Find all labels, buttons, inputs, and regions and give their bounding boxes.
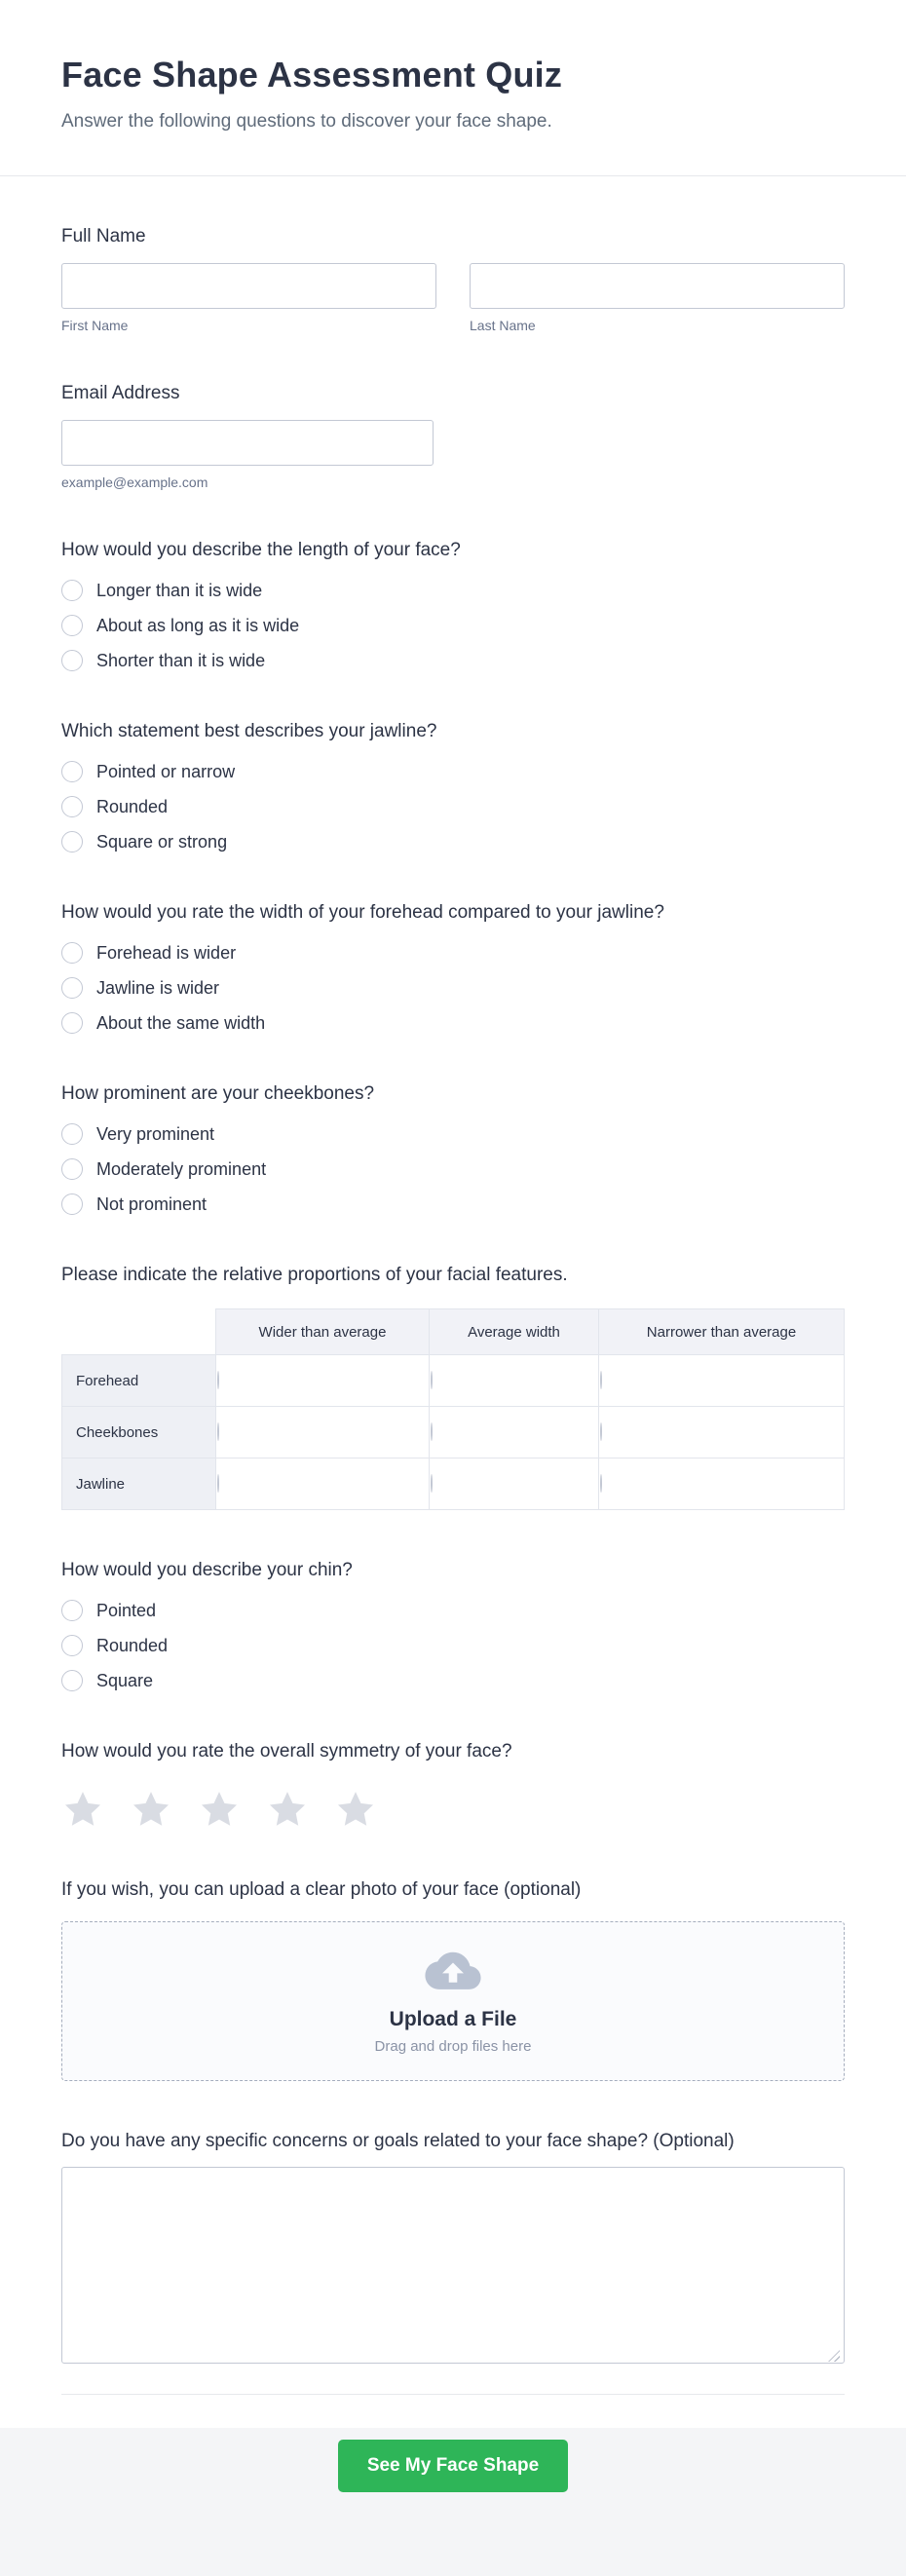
footer-band [0,2428,906,2576]
radio-button[interactable] [61,1670,83,1691]
radio-option[interactable] [61,1193,845,1215]
upload-hint: Drag and drop files here [374,2038,532,2055]
matrix-column-header: Wider than average [216,1309,430,1355]
matrix-radio[interactable] [600,1474,602,1493]
radio-option-label: Not prominent [96,1193,208,1214]
last-name-input[interactable] [470,263,845,309]
radio-option-label: Jawline is wider [96,977,220,998]
matrix-cell[interactable] [430,1458,599,1510]
radio-option[interactable] [61,942,845,964]
email-label: Email Address [61,383,180,403]
radio-button[interactable] [61,615,83,636]
star-icon[interactable] [130,1789,172,1830]
star-icon[interactable] [198,1789,241,1830]
matrix-cell[interactable] [216,1355,430,1407]
radio-option[interactable] [61,1158,845,1180]
matrix-table [61,1308,845,1510]
radio-button[interactable] [61,1193,83,1215]
radio-button[interactable] [61,1012,83,1034]
matrix-column-header: Narrower than average [599,1309,845,1355]
star-icon[interactable] [266,1789,309,1830]
matrix-row [62,1407,845,1458]
radio-button[interactable] [61,1635,83,1656]
question-face-length [61,539,845,671]
matrix-cell[interactable] [430,1407,599,1458]
radio-option-label: About as long as it is wide [96,615,300,635]
upload-field [61,1878,845,2081]
radio-option-label: Pointed [96,1600,157,1620]
radio-button[interactable] [61,1600,83,1621]
matrix-cell[interactable] [599,1355,845,1407]
question-forehead-width [61,901,845,1034]
star-icon[interactable] [334,1789,377,1830]
radio-button[interactable] [61,761,83,782]
matrix-radio[interactable] [600,1422,602,1441]
star-rating [61,1789,845,1830]
radio-option-label: Forehead is wider [96,942,237,963]
radio-option[interactable] [61,831,845,852]
star-icon[interactable] [61,1789,104,1830]
radio-button[interactable] [61,942,83,964]
radio-option[interactable] [61,650,845,671]
radio-button[interactable] [61,796,83,817]
radio-button[interactable] [61,1158,83,1180]
radio-button[interactable] [61,831,83,852]
upload-title: Upload a File [389,2008,517,2030]
matrix-radio[interactable] [431,1422,433,1441]
radio-option-label: Rounded [96,1635,169,1655]
radio-option[interactable] [61,761,845,782]
submit-button[interactable]: See My Face Shape [338,2440,568,2492]
full-name-field [61,225,845,333]
form-header [0,0,906,176]
matrix-cell[interactable] [216,1458,430,1510]
cloud-upload-icon [425,1948,481,2001]
matrix-radio[interactable] [431,1474,433,1493]
page-title: Face Shape Assessment Quiz [61,55,563,95]
matrix-corner-cell [62,1309,216,1355]
first-name-sublabel: First Name [61,318,129,333]
radio-option[interactable] [61,1012,845,1034]
radio-option-label: Longer than it is wide [96,580,263,600]
radio-option-label: About the same width [96,1012,266,1033]
radio-option[interactable] [61,1670,845,1691]
question-label: How would you describe the length of your face? [61,540,461,560]
matrix-row [62,1355,845,1407]
matrix-label: Please indicate the relative proportions of your facial features. [61,1265,568,1285]
radio-option[interactable] [61,580,845,601]
full-name-label: Full Name [61,226,146,246]
radio-button[interactable] [61,1123,83,1145]
question-label: How would you rate the width of your forehead compared to your jawline? [61,902,664,923]
radio-option-label: Square or strong [96,831,228,852]
radio-option[interactable] [61,977,845,999]
email-field [61,382,845,490]
matrix-cell[interactable] [599,1407,845,1458]
matrix-row-header: Jawline [62,1458,216,1510]
radio-option-label: Shorter than it is wide [96,650,266,670]
first-name-input[interactable] [61,263,436,309]
radio-option[interactable] [61,615,845,636]
upload-label: If you wish, you can upload a clear photo of your face (optional) [61,1879,582,1900]
matrix-row [62,1458,845,1510]
radio-option[interactable] [61,1123,845,1145]
radio-option-label: Pointed or narrow [96,761,236,781]
matrix-field [61,1264,845,1510]
matrix-row-header: Forehead [62,1355,216,1407]
radio-button[interactable] [61,977,83,999]
comments-textarea[interactable] [61,2167,845,2364]
question-label: How would you describe your chin? [61,1560,353,1580]
radio-option-label: Square [96,1670,154,1690]
last-name-sublabel: Last Name [470,318,536,333]
radio-option-label: Rounded [96,796,169,816]
rating-label: How would you rate the overall symmetry of your face? [61,1741,512,1762]
question-jawline [61,720,845,852]
question-label: How prominent are your cheekbones? [61,1083,375,1104]
matrix-radio[interactable] [217,1474,219,1493]
matrix-cell[interactable] [430,1355,599,1407]
rating-field [61,1740,845,1830]
comments-label: Do you have any specific concerns or goals related to your face shape? (Optional) [61,2131,735,2151]
radio-button[interactable] [61,580,83,601]
comments-field [61,2130,845,2368]
question-chin [61,1559,845,1691]
radio-option[interactable] [61,796,845,817]
matrix-cell[interactable] [216,1407,430,1458]
matrix-column-header: Average width [430,1309,599,1355]
radio-button[interactable] [61,650,83,671]
file-upload-area[interactable] [61,1921,845,2081]
radio-option[interactable] [61,1600,845,1621]
email-input[interactable] [61,420,434,466]
matrix-cell[interactable] [599,1458,845,1510]
page-subtitle: Answer the following questions to discover your face shape. [61,111,552,132]
email-sublabel: example@example.com [61,474,208,490]
matrix-row-header: Cheekbones [62,1407,216,1458]
matrix-radio[interactable] [217,1422,219,1441]
radio-option-label: Very prominent [96,1123,215,1144]
footer-gap [0,2395,906,2428]
form-body [0,176,906,2395]
matrix-radio[interactable] [431,1371,433,1389]
radio-option-label: Moderately prominent [96,1158,267,1179]
radio-option[interactable] [61,1635,845,1656]
question-label: Which statement best describes your jawline? [61,721,437,741]
matrix-radio[interactable] [600,1371,602,1389]
matrix-radio[interactable] [217,1371,219,1389]
question-cheekbones [61,1082,845,1215]
